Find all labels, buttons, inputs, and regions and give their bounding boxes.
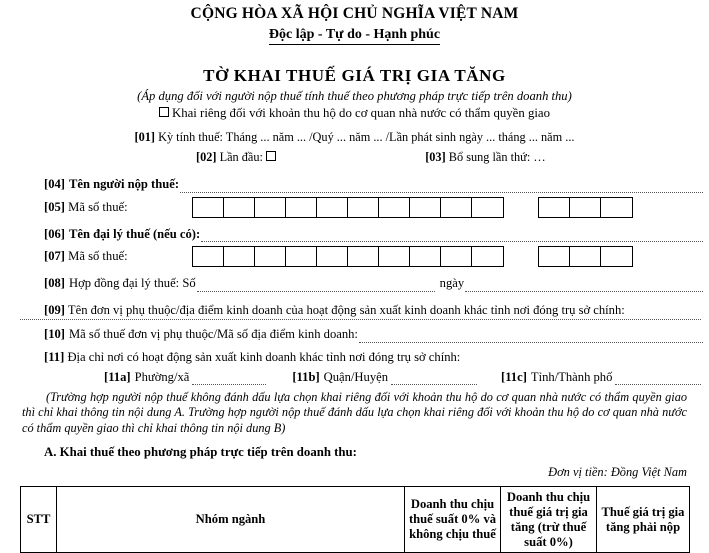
taxcode-suffix-cell[interactable] xyxy=(570,198,601,217)
province-input[interactable] xyxy=(615,373,701,385)
taxpayer-name-input[interactable] xyxy=(180,181,703,193)
column-header-stt: STT xyxy=(21,486,57,552)
taxcode-cell[interactable] xyxy=(379,198,410,217)
district-label: Quận/Huyện xyxy=(323,369,389,384)
field-code-02: [02] xyxy=(196,150,217,165)
agent-taxcode-cell[interactable] xyxy=(472,247,503,266)
vat-declaration-table xyxy=(20,486,690,553)
field-code-11a: [11a] xyxy=(104,369,131,384)
column-header-revenue-vat: Doanh thu chịu thuế giá trị gia tăng (trừ thuế suất 0%) xyxy=(501,486,597,552)
taxcode-suffix-cell[interactable] xyxy=(601,198,632,217)
tax-agent-taxcode-boxes-suffix[interactable] xyxy=(538,246,633,267)
table-header-row xyxy=(21,486,690,552)
tax-agent-name-row xyxy=(0,227,709,243)
district-input[interactable] xyxy=(391,373,477,385)
field-code-05: [05] xyxy=(44,199,65,214)
column-header-revenue-zero-rate: Doanh thu chịu thuế suất 0% và không chịu thuế xyxy=(405,486,501,552)
agent-taxcode-cell[interactable] xyxy=(255,247,286,266)
field-code-10: [10] xyxy=(44,327,65,342)
first-time-supplement-line xyxy=(0,150,709,165)
instruction-note-text: (Trường hợp người nộp thuế không đánh dấu lựa chọn khai riêng đối với khoản thu hộ do cơ quan nhà nước có thẩm quyền giao thì chỉ khai thông tin nội dung A. Trường hợp người nộp thuế đánh dấu lựa chọn khai riêng đối với khoản thu hộ do cơ quan nhà nước có thẩm quyền giao thì chỉ khai thông tin nội dung B) xyxy=(22,389,687,436)
agent-taxcode-suffix-cell[interactable] xyxy=(539,247,570,266)
tax-agent-name-label: Tên đại lý thuế (nếu có): xyxy=(68,226,201,241)
taxcode-cell[interactable] xyxy=(348,198,379,217)
vat-tax-declaration-page xyxy=(0,5,709,547)
tax-agent-contract-date-label: ngày xyxy=(439,276,465,291)
taxpayer-name-row xyxy=(0,177,709,193)
province-label: Tỉnh/Thành phố xyxy=(530,369,613,384)
tax-agent-contract-date-input[interactable] xyxy=(465,280,703,292)
field-code-07: [07] xyxy=(44,249,65,264)
agent-taxcode-cell[interactable] xyxy=(348,247,379,266)
tax-agent-taxcode-label: Mã số thuế: xyxy=(68,249,128,264)
taxcode-cell[interactable] xyxy=(317,198,348,217)
instruction-note xyxy=(0,390,709,437)
agent-taxcode-cell[interactable] xyxy=(410,247,441,266)
taxcode-suffix-cell[interactable] xyxy=(539,198,570,217)
ward-label: Phường/xã xyxy=(134,369,190,384)
taxcode-cell[interactable] xyxy=(410,198,441,217)
taxpayer-taxcode-boxes-suffix[interactable] xyxy=(538,197,633,218)
agent-taxcode-cell[interactable] xyxy=(379,247,410,266)
field-code-01: [01] xyxy=(134,130,155,145)
agent-taxcode-cell[interactable] xyxy=(193,247,224,266)
business-address-label: Địa chỉ nơi có hoạt động sản xuất kinh doanh khác tỉnh nơi đóng trụ sở chính: xyxy=(67,350,461,365)
field-code-03: [03] xyxy=(425,150,446,165)
taxcode-cell[interactable] xyxy=(286,198,317,217)
supplement-label: Bổ sung lần thứ: … xyxy=(448,150,546,165)
vat-table-head xyxy=(21,486,690,552)
dependent-unit-name-row xyxy=(0,302,709,318)
taxcode-cell[interactable] xyxy=(441,198,472,217)
taxpayer-taxcode-label-wrap xyxy=(44,200,192,215)
agent-taxcode-cell[interactable] xyxy=(286,247,317,266)
business-address-row xyxy=(0,349,709,365)
tax-agent-name-input[interactable] xyxy=(201,231,703,243)
first-time-checkbox[interactable] xyxy=(266,151,276,161)
currency-unit-label: Đơn vị tiền: Đồng Việt Nam xyxy=(548,465,687,480)
separate-declaration-line xyxy=(0,106,709,121)
tax-agent-contract-row xyxy=(0,276,709,292)
dependent-unit-taxcode-input[interactable] xyxy=(359,332,703,344)
separate-declaration-checkbox[interactable] xyxy=(159,107,169,117)
dependent-unit-name-label: Tên đơn vị phụ thuộc/địa điểm kinh doanh của hoạt động sản xuất kinh doanh khác tỉnh nơi đóng trụ sở chính: xyxy=(67,303,625,318)
agent-taxcode-suffix-cell[interactable] xyxy=(601,247,632,266)
dependent-unit-name-input[interactable] xyxy=(20,319,701,320)
tax-agent-contract-label: Hợp đồng đại lý thuế: Số xyxy=(68,276,196,291)
taxpayer-taxcode-label: Mã số thuế: xyxy=(68,199,128,214)
field-code-11: [11] xyxy=(44,350,65,365)
column-header-vat-payable: Thuế giá trị gia tăng phải nộp xyxy=(597,486,690,552)
field-code-11c: [11c] xyxy=(501,369,527,384)
field-code-04: [04] xyxy=(44,176,65,191)
taxcode-cell[interactable] xyxy=(224,198,255,217)
taxpayer-taxcode-boxes-main[interactable] xyxy=(192,197,504,218)
field-code-11b: [11b] xyxy=(292,369,320,384)
ward-input[interactable] xyxy=(192,373,266,385)
vat-table-wrapper xyxy=(20,486,689,553)
document-title: TỜ KHAI THUẾ GIÁ TRỊ GIA TĂNG xyxy=(203,65,506,85)
first-time-label: Lần đầu: xyxy=(219,150,263,165)
taxcode-cell[interactable] xyxy=(472,198,503,217)
business-address-subfields xyxy=(0,370,709,385)
tax-period-text: Kỳ tính thuế: Tháng ... năm ... /Quý ... năm ... /Lần phát sinh ngày ... tháng ... năm ... xyxy=(158,130,575,145)
national-motto: Độc lập - Tự do - Hạnh phúc xyxy=(269,27,440,45)
separate-declaration-label: Khai riêng đối với khoản thu hộ do cơ quan nhà nước có thẩm quyền giao xyxy=(171,106,550,121)
field-code-09: [09] xyxy=(44,303,65,318)
agent-taxcode-cell[interactable] xyxy=(317,247,348,266)
agent-taxcode-cell[interactable] xyxy=(441,247,472,266)
dependent-unit-taxcode-row xyxy=(0,327,709,343)
tax-agent-taxcode-row xyxy=(0,246,709,267)
tax-agent-taxcode-label-wrap xyxy=(44,249,192,264)
section-a-heading: A. Khai thuế theo phương pháp trực tiếp trên doanh thu: xyxy=(44,444,357,459)
national-header: CỘNG HÒA XÃ HỘI CHỦ NGHĨA VIỆT NAM xyxy=(190,5,519,22)
column-header-industry-group: Nhóm ngành xyxy=(57,486,405,552)
dependent-unit-taxcode-label: Mã số thuế đơn vị phụ thuộc/Mã số địa điểm kinh doanh: xyxy=(68,327,358,342)
taxcode-cell[interactable] xyxy=(193,198,224,217)
document-subtitle: (Áp dụng đối với người nộp thuế tính thuế theo phương pháp trực tiếp trên doanh thu) xyxy=(137,88,572,103)
tax-agent-taxcode-boxes-main[interactable] xyxy=(192,246,504,267)
field-code-08: [08] xyxy=(44,276,65,291)
field-code-06: [06] xyxy=(44,226,65,241)
agent-taxcode-cell[interactable] xyxy=(224,247,255,266)
taxcode-cell[interactable] xyxy=(255,198,286,217)
tax-period-line xyxy=(0,130,709,145)
national-motto-wrap xyxy=(0,25,709,45)
agent-taxcode-suffix-cell[interactable] xyxy=(570,247,601,266)
taxpayer-name-label: Tên người nộp thuế: xyxy=(68,176,180,191)
taxpayer-taxcode-row xyxy=(0,197,709,218)
tax-agent-contract-number-input[interactable] xyxy=(197,280,435,292)
